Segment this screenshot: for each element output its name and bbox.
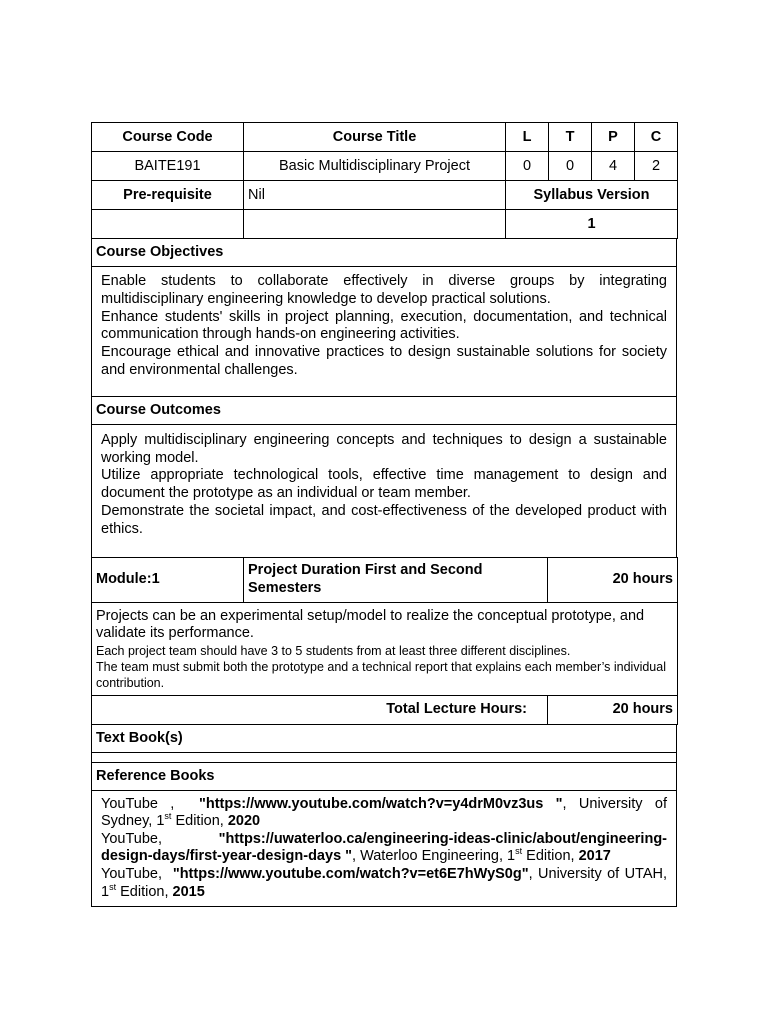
total-lecture-hours-label: Total Lecture Hours:: [92, 695, 548, 724]
syllabus-sheet: [91, 122, 677, 907]
reference-edition-suffix: st: [164, 811, 172, 822]
course-outcomes-body: [92, 424, 677, 557]
reference-edition: Edition,: [522, 848, 579, 865]
reference-edition: Edition,: [116, 883, 173, 900]
module-description-report: The team must submit both the prototype and a technical report that explains each member’s individual contribution.: [96, 659, 666, 690]
l-label: L: [506, 123, 549, 152]
module-description-main: Projects can be an experimental setup/model to realize the conceptual prototype, and validate its performance.: [96, 607, 645, 642]
reference-year: 2017: [578, 848, 611, 865]
module-label: Module:1: [92, 557, 244, 602]
module-title: Project Duration First and Second Semesters: [244, 557, 548, 602]
text-books-body: [92, 752, 677, 762]
syllabus-version-label: Syllabus Version: [506, 181, 678, 210]
l-value: 0: [506, 152, 549, 181]
objective-item: Enhance students' skills in project planning, execution, documentation, and technical communication through hands-on engineering activities.: [101, 308, 667, 343]
empty-cell: [92, 210, 244, 239]
reference-books-body: [92, 790, 677, 907]
course-code-label: Course Code: [92, 123, 244, 152]
course-objectives-heading: Course Objectives: [92, 239, 677, 267]
reference-item: [101, 866, 667, 901]
module-description-team: Each project team should have 3 to 5 students from at least three different disciplines.: [96, 643, 571, 658]
reference-year: 2020: [227, 813, 261, 830]
outcome-item: Utilize appropriate technological tools, effective time management to design and document the prototype as an individual or team member.: [101, 467, 667, 502]
reference-url: "https://www.youtube.com/watch?v=y4drM0vz3us ": [199, 795, 563, 812]
course-title-label: Course Title: [244, 123, 506, 152]
reference-publisher: , University of UTAH, 1: [101, 865, 668, 900]
course-objectives-body: [92, 267, 677, 397]
objectives-outcomes-table: [91, 238, 677, 558]
books-table: [91, 724, 677, 908]
reference-source: YouTube,: [101, 830, 163, 847]
reference-edition-suffix: st: [515, 846, 523, 857]
c-label: C: [635, 123, 678, 152]
c-value: 2: [635, 152, 678, 181]
module-table: [91, 557, 678, 725]
p-value: 4: [592, 152, 635, 181]
t-label: T: [549, 123, 592, 152]
module-description: [92, 602, 678, 695]
course-title-value: Basic Multidisciplinary Project: [244, 152, 506, 181]
reference-books-heading: Reference Books: [92, 762, 677, 790]
reference-url: "https://www.youtube.com/watch?v=et6E7hWyS0g": [172, 865, 529, 882]
reference-publisher: , Waterloo Engineering, 1: [352, 848, 516, 865]
course-header-table: [91, 122, 678, 239]
empty-cell: [244, 210, 506, 239]
course-outcomes-heading: Course Outcomes: [92, 396, 677, 424]
reference-item: [101, 831, 667, 866]
t-value: 0: [549, 152, 592, 181]
reference-source: YouTube,: [101, 865, 163, 882]
p-label: P: [592, 123, 635, 152]
outcome-item: Apply multidisciplinary engineering concepts and techniques to design a sustainable working model.: [101, 431, 667, 466]
reference-source: YouTube ,: [101, 795, 175, 812]
reference-edition-suffix: st: [109, 881, 117, 892]
module-hours: 20 hours: [548, 557, 678, 602]
outcome-item: Demonstrate the societal impact, and cost-effectiveness of the developed product with ethics.: [101, 502, 667, 537]
objective-item: Encourage ethical and innovative practices to design sustainable solutions for society and environmental challenges.: [101, 344, 667, 378]
prerequisite-label: Pre-requisite: [92, 181, 244, 210]
syllabus-version-value: 1: [506, 210, 678, 239]
text-books-heading: Text Book(s): [92, 724, 677, 752]
total-lecture-hours-value: 20 hours: [548, 695, 678, 724]
objective-item: Enable students to collaborate effectively in diverse groups by integrating multidisciplinary engineering knowledge to develop practical solutions.: [101, 273, 667, 307]
course-code-value: BAITE191: [92, 152, 244, 181]
reference-item: [101, 796, 667, 831]
reference-edition: Edition,: [171, 813, 228, 830]
reference-url: "https://uwaterloo.ca/engineering-ideas-clinic/about/engineering-design-days/first-year-design-days ": [101, 830, 667, 865]
reference-publisher: , University of Sydney, 1: [101, 795, 667, 830]
prerequisite-value: Nil: [244, 181, 506, 210]
reference-year: 2015: [172, 883, 205, 900]
